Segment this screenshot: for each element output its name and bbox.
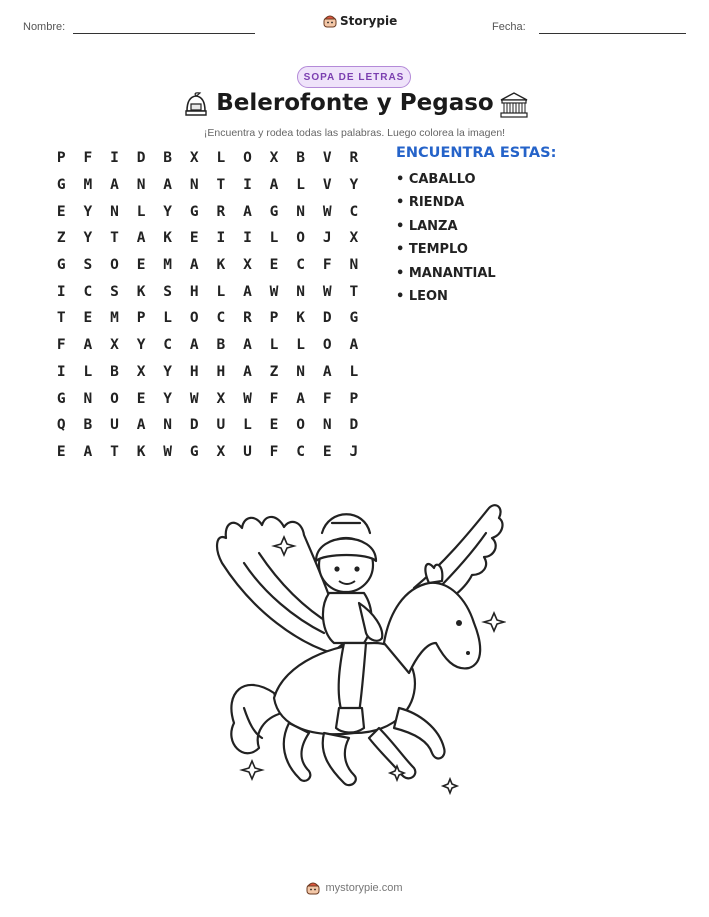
grid-cell: B bbox=[83, 417, 93, 434]
grid-cell: Z bbox=[56, 230, 66, 247]
grid-cell: K bbox=[296, 310, 305, 327]
grid-cell: E bbox=[269, 257, 279, 274]
grid-cell: C bbox=[296, 443, 305, 460]
word-list-title: ENCUENTRA ESTAS: bbox=[396, 145, 557, 161]
grid-cell: Y bbox=[83, 203, 93, 220]
grid-cell: W bbox=[322, 283, 332, 300]
grid-cell: A bbox=[163, 177, 173, 194]
grid-cell: I bbox=[216, 230, 226, 247]
grid-cell: G bbox=[349, 310, 359, 327]
footer bbox=[0, 881, 709, 895]
grid-cell: A bbox=[189, 337, 199, 354]
grid-cell: O bbox=[296, 417, 305, 434]
grid-cell: G bbox=[269, 203, 279, 220]
grid-cell: D bbox=[136, 150, 146, 167]
grid-cell: B bbox=[296, 150, 305, 167]
grid-cell: X bbox=[189, 150, 199, 167]
grid-cell: C bbox=[216, 310, 226, 327]
grid-cell: X bbox=[349, 230, 359, 247]
grid-cell: E bbox=[189, 230, 199, 247]
grid-cell: N bbox=[296, 203, 305, 220]
grid-cell: L bbox=[349, 363, 359, 380]
grid-cell: D bbox=[349, 417, 359, 434]
grid-cell: C bbox=[349, 203, 359, 220]
grid-cell: Y bbox=[163, 203, 173, 220]
grid-cell: U bbox=[110, 417, 119, 434]
grid-cell: K bbox=[136, 283, 146, 300]
grid-cell: N bbox=[296, 363, 305, 380]
grid-cell: B bbox=[110, 363, 119, 380]
grid-cell: B bbox=[216, 337, 226, 354]
grid-cell: O bbox=[322, 337, 332, 354]
letter-grid bbox=[48, 145, 368, 465]
grid-cell: Z bbox=[269, 363, 279, 380]
grid-cell: D bbox=[189, 417, 199, 434]
grid-cell: G bbox=[56, 177, 66, 194]
grid-cell: O bbox=[243, 150, 252, 167]
grid-cell: I bbox=[243, 230, 252, 247]
grid-cell: U bbox=[216, 417, 226, 434]
grid-cell: L bbox=[269, 230, 279, 247]
grid-cell: Y bbox=[136, 337, 146, 354]
brand-logo bbox=[323, 14, 397, 28]
grid-cell: E bbox=[56, 443, 66, 460]
grid-cell: L bbox=[216, 150, 226, 167]
grid-cell: A bbox=[83, 443, 93, 460]
grid-cell: F bbox=[269, 390, 279, 407]
grid-cell: F bbox=[322, 257, 332, 274]
grid-cell: C bbox=[296, 257, 305, 274]
grid-cell: T bbox=[110, 443, 119, 460]
grid-cell: R bbox=[216, 203, 226, 220]
grid-cell: T bbox=[349, 283, 359, 300]
grid-cell: O bbox=[110, 390, 119, 407]
grid-cell: A bbox=[189, 257, 199, 274]
grid-cell: E bbox=[322, 443, 332, 460]
grid-cell: X bbox=[110, 337, 119, 354]
grid-cell: X bbox=[216, 390, 226, 407]
grid-cell: T bbox=[56, 310, 66, 327]
grid-cell: H bbox=[189, 283, 199, 300]
grid-cell: A bbox=[322, 363, 332, 380]
grid-cell: T bbox=[216, 177, 226, 194]
grid-cell: L bbox=[136, 203, 146, 220]
grid-cell: E bbox=[136, 390, 146, 407]
grid-cell: O bbox=[296, 230, 305, 247]
grid-cell: A bbox=[349, 337, 359, 354]
grid-cell: A bbox=[243, 337, 252, 354]
grid-cell: X bbox=[216, 443, 226, 460]
date-label: Fecha: bbox=[492, 21, 526, 33]
temple-icon bbox=[498, 91, 530, 119]
grid-cell: N bbox=[349, 257, 359, 274]
grid-cell: A bbox=[243, 363, 252, 380]
pegasus-rider-illustration bbox=[204, 493, 506, 805]
grid-cell: N bbox=[163, 417, 173, 434]
storypie-mascot-icon bbox=[323, 14, 337, 28]
grid-cell: K bbox=[163, 230, 173, 247]
grid-cell: A bbox=[269, 177, 279, 194]
grid-cell: G bbox=[56, 257, 66, 274]
grid-cell: A bbox=[136, 230, 146, 247]
grid-cell: C bbox=[83, 283, 93, 300]
grid-cell: P bbox=[136, 310, 146, 327]
grid-cell: H bbox=[189, 363, 199, 380]
grid-cell: U bbox=[243, 443, 252, 460]
grid-cell: L bbox=[243, 417, 252, 434]
grid-cell: I bbox=[243, 177, 252, 194]
storypie-mascot-icon bbox=[306, 881, 320, 895]
grid-cell: W bbox=[322, 203, 332, 220]
grid-cell: I bbox=[110, 150, 119, 167]
grid-cell: G bbox=[189, 203, 199, 220]
grid-cell: C bbox=[163, 337, 173, 354]
grid-cell: N bbox=[83, 390, 93, 407]
grid-cell: Q bbox=[56, 417, 66, 434]
grid-cell: P bbox=[349, 390, 359, 407]
grid-cell: A bbox=[296, 390, 305, 407]
word-list-item: • MANANTIAL bbox=[396, 265, 496, 281]
grid-cell: L bbox=[216, 283, 226, 300]
grid-cell: V bbox=[322, 150, 332, 167]
grid-cell: S bbox=[83, 257, 93, 274]
grid-cell: A bbox=[136, 417, 146, 434]
grid-cell: V bbox=[322, 177, 332, 194]
name-line bbox=[73, 33, 255, 34]
word-list bbox=[396, 171, 496, 311]
grid-cell: N bbox=[322, 417, 332, 434]
grid-cell: X bbox=[269, 150, 279, 167]
grid-cell: M bbox=[83, 177, 93, 194]
grid-cell: A bbox=[83, 337, 93, 354]
grid-cell: F bbox=[83, 150, 93, 167]
grid-cell: A bbox=[243, 203, 252, 220]
grid-cell: I bbox=[56, 363, 66, 380]
grid-cell: O bbox=[110, 257, 119, 274]
grid-cell: J bbox=[349, 443, 359, 460]
grid-cell: D bbox=[322, 310, 332, 327]
grid-cell: L bbox=[83, 363, 93, 380]
grid-cell: Y bbox=[83, 230, 93, 247]
grid-cell: R bbox=[243, 310, 252, 327]
grid-cell: L bbox=[163, 310, 173, 327]
grid-cell: A bbox=[243, 283, 252, 300]
grid-cell: R bbox=[349, 150, 359, 167]
instructions-text: ¡Encuentra y rodea todas las palabras. Luego colorea la imagen! bbox=[203, 127, 506, 139]
grid-cell: S bbox=[163, 283, 173, 300]
grid-cell: E bbox=[136, 257, 146, 274]
grid-cell: K bbox=[216, 257, 226, 274]
grid-cell: L bbox=[296, 177, 305, 194]
grid-cell: H bbox=[216, 363, 226, 380]
grid-cell: B bbox=[163, 150, 173, 167]
word-list-item: • RIENDA bbox=[396, 195, 465, 211]
grid-cell: M bbox=[163, 257, 173, 274]
grid-cell: J bbox=[322, 230, 332, 247]
grid-cell: L bbox=[296, 337, 305, 354]
word-list-item: • LANZA bbox=[396, 218, 458, 234]
name-label: Nombre: bbox=[23, 21, 66, 33]
grid-cell: X bbox=[243, 257, 252, 274]
grid-cell: A bbox=[110, 177, 119, 194]
brand-name: Storypie bbox=[340, 14, 398, 28]
grid-cell: N bbox=[136, 177, 146, 194]
grid-cell: M bbox=[110, 310, 119, 327]
grid-cell: P bbox=[269, 310, 279, 327]
grid-cell: N bbox=[189, 177, 199, 194]
grid-cell: W bbox=[189, 390, 199, 407]
grid-cell: G bbox=[56, 390, 66, 407]
grid-cell: L bbox=[269, 337, 279, 354]
grid-cell: Y bbox=[163, 390, 173, 407]
grid-cell: Y bbox=[163, 363, 173, 380]
grid-cell: F bbox=[56, 337, 66, 354]
word-search-badge: SOPA DE LETRAS bbox=[297, 66, 411, 88]
word-list-item: • TEMPLO bbox=[396, 242, 468, 258]
grid-cell: S bbox=[110, 283, 119, 300]
word-list-item: • CABALLO bbox=[396, 172, 476, 187]
grid-cell: W bbox=[269, 283, 279, 300]
grid-cell: W bbox=[163, 443, 173, 460]
grid-cell: I bbox=[56, 283, 66, 300]
page-title: Belerofonte y Pegaso bbox=[216, 90, 494, 116]
grid-cell: O bbox=[189, 310, 199, 327]
grid-cell: T bbox=[110, 230, 119, 247]
grid-cell: W bbox=[243, 390, 252, 407]
grid-cell: F bbox=[269, 443, 279, 460]
grid-cell: N bbox=[296, 283, 305, 300]
grid-cell: E bbox=[269, 417, 279, 434]
grid-cell: E bbox=[56, 203, 66, 220]
grid-cell: F bbox=[322, 390, 332, 407]
grid-cell: G bbox=[189, 443, 199, 460]
grid-cell: P bbox=[56, 150, 66, 167]
grid-cell: E bbox=[83, 310, 93, 327]
grid-cell: X bbox=[136, 363, 146, 380]
word-list-item: • LEON bbox=[396, 288, 448, 304]
date-line bbox=[539, 33, 686, 34]
grid-cell: Y bbox=[349, 177, 359, 194]
grid-cell: N bbox=[110, 203, 119, 220]
footer-url: mystorypie.com bbox=[325, 882, 403, 894]
grid-cell: K bbox=[136, 443, 146, 460]
